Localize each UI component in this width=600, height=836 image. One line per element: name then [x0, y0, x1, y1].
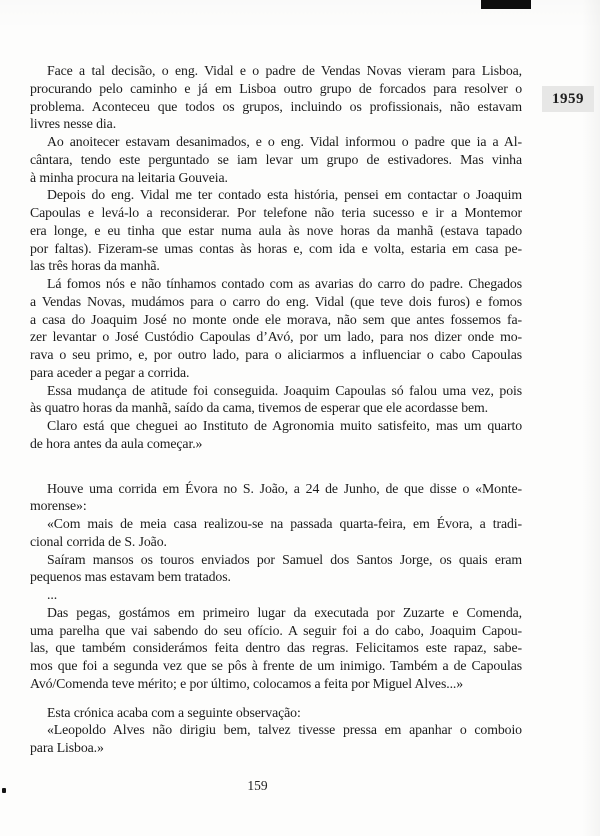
scan-artifact-top-mark: [481, 0, 531, 9]
text-line: mos que foi a segunda vez que se pôs à frente de um inimigo. Também a de Capoulas: [30, 658, 522, 673]
text-line: pequenos mas estavam bem tratados.: [30, 569, 231, 585]
paragraph: [30, 721, 522, 757]
text-line: Essa mudança de atitude foi conseguida. Joaquim Capoulas só falou uma vez, pois: [47, 382, 522, 398]
scan-artifact-dot: [2, 788, 6, 793]
text-line: cional corrida de S. João.: [30, 533, 167, 549]
paragraph: [30, 133, 522, 186]
paragraph-gap: [30, 453, 522, 480]
text-line: las três horas da manhã.: [30, 258, 160, 274]
text-line: procurando pelo caminho e já em Lisboa outro grupo de forcados para resolver o: [30, 80, 522, 96]
text-line: «Leopoldo Alves não dirigiu bem, talvez tivesse pressa em apanhar o comboio: [47, 722, 522, 738]
text-line: Das pegas, gostámos em primeiro lugar da executada por Zuzarte e Comenda,: [47, 604, 522, 620]
text-line: às quatro horas da manhã, saído da cama, tivemos de esperar que ele acordasse bem.: [30, 400, 489, 416]
text-line: Ao anoitecer estavam desanimados, e o eng. Vidal informou o padre que ia a Al-: [47, 134, 522, 149]
text-line: Saíram mansos os touros enviados por Samuel dos Santos Jorge, os quais eram: [47, 551, 522, 567]
page-text: [30, 62, 522, 757]
text-line: rava o seu primo, e, por outro lado, para o aliciarmos a influenciar o cabo Capoulas: [30, 347, 522, 362]
paragraph: [30, 704, 522, 722]
text-line: Esta crónica acaba com a seguinte observação:: [47, 704, 301, 720]
paragraph: [30, 417, 522, 453]
year-badge: 1959: [542, 86, 594, 112]
text-line: Avó/Comenda teve mérito; e por último, colocamos a feita por Miguel Alves...»: [30, 675, 464, 691]
text-line: Claro está que cheguei ao Instituto de Agronomia muito satisfeito, mas um quarto: [47, 418, 522, 433]
text-line: à minha procura na leitaria Gouveia.: [30, 169, 228, 185]
text-line: Capoulas e levá-lo a reconsiderar. Por telefone não teria sucesso e ir a Montemor: [30, 205, 522, 220]
text-line: ...: [47, 587, 58, 602]
paragraph: [30, 604, 522, 693]
page-number: 159: [247, 778, 268, 793]
text-line: morense»:: [30, 498, 87, 514]
text-line: a Vendas Novas, mudámos para o carro do eng. Vidal (que teve dois furos) e fomos: [30, 293, 522, 309]
text-line: a casa do Joaquim José no monte onde ele morava, não sem que antes fossemos fa-: [30, 311, 522, 327]
paragraph: [30, 62, 522, 133]
text-line: para Lisboa.»: [30, 740, 104, 755]
text-line: uma parelha que vai sabendo do seu ofício. A seguir foi a do cabo, Joaquim Capou-: [30, 622, 522, 638]
text-line: para aceder a pegar a corrida.: [30, 364, 190, 380]
text-line: «Com mais de meia casa realizou-se na passada quarta-feira, em Évora, a tradi-: [47, 516, 522, 531]
paragraph: [30, 480, 522, 516]
text-line: por faltas). Fizeram-se umas contas às horas e, com ida e volta, estaria em casa pe-: [30, 240, 522, 256]
paragraph: [30, 186, 522, 275]
text-line: Face a tal decisão, o eng. Vidal e o padre de Vendas Novas vieram para Lisboa,: [47, 63, 522, 78]
text-line: zer levantar o José Custódio Capoulas d’Avó, por um lado, para nos dizer onde mo-: [30, 329, 522, 345]
paragraph: [30, 515, 522, 551]
text-line: Lá fomos nós e não tínhamos contado com as avarias do carro do padre. Chegados: [47, 276, 522, 291]
text-line: las, que também considerámos feita dentro das regras. Felicitamos este rapaz, sabe-: [30, 640, 522, 656]
text-line: livres nesse dia.: [30, 116, 117, 132]
text-line: de hora antes da aula começar.»: [30, 435, 203, 451]
paragraph: [30, 586, 522, 604]
paragraph: [30, 382, 522, 418]
paragraph: [30, 275, 522, 382]
paragraph-gap: [30, 693, 522, 704]
text-line: Houve uma corrida em Évora no S. João, a 24 de Junho, de que disse o «Monte-: [47, 480, 522, 496]
paragraph: [30, 551, 522, 587]
text-line: cântara, tendo este perguntado se iam levar um grupo de estivadores. Mas vinha: [30, 151, 522, 167]
text-line: Depois do eng. Vidal me ter contado esta história, pensei em contactar o Joaquim: [47, 187, 522, 203]
text-line: era longe, e eu tinha que estar numa aula às nove horas da manhã (estava tapado: [30, 222, 522, 238]
text-line: problema. Aconteceu que todos os grupos, incluindo os profissionais, não estavam: [30, 98, 522, 114]
